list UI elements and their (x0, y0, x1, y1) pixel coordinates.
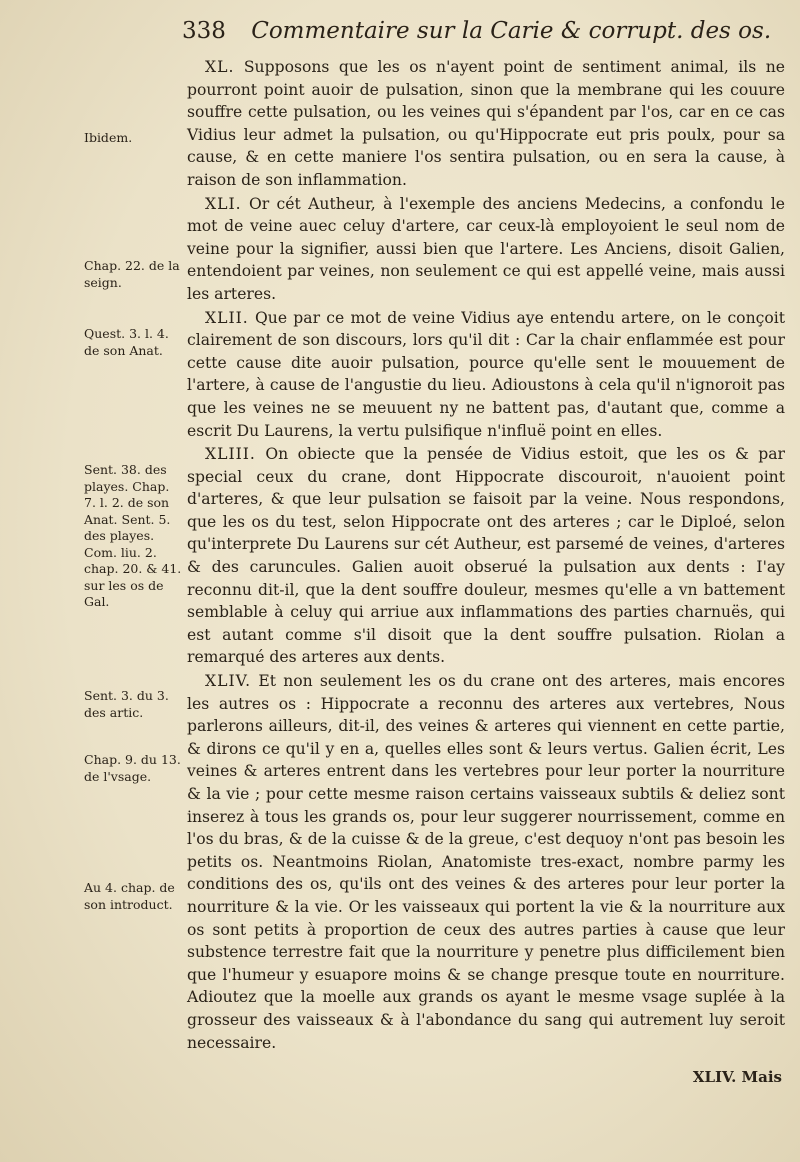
main-text (187, 56, 785, 1054)
paragraph (187, 670, 785, 1054)
running-title: Commentaire sur la Carie & corrupt. des os. (251, 18, 772, 44)
running-header (182, 18, 772, 54)
paragraph-text: On obiecte que la pensée de Vidius estoit, que les os & par special ceux du crane, dont Hippocrate discouroit, n'auoient point d'arteres, & que leur pulsation se faisoit par la veine. Nous respondons, que les os du test, selon Hippocrate ont des arteres ; car le Diploé, selon qu'interprete Du Laurens sur cét Autheur, est parsemé de veines, d'arteres & des caruncules. Galien auoit obserué la pulsation aux dents : I'ay reconnu dit-il, que la dent souffre douleur, mesmes qu'elle a vn battement semblable à celuy qui arriue aux inflammations des parties charnuës, qui est autant comme s'il disoit que la dent souffre pulsation. Riolan a remarqué des arteres aux dents. (187, 445, 785, 667)
side-note: Quest. 3. l. 4. de son Anat. (84, 326, 169, 358)
side-note: Ibidem. (84, 130, 133, 145)
paragraph-text: Et non seulement les os du crane ont des arteres, mais encores les autres os : Hippocrate a reconnu des arteres aux vertebres, Nous parlerons ailleurs, dit-il, des veines & arteres qui viennent en cette partie, & dirons ce qu'il y en a, quelles elles sont & leurs vertus. Galien écrit, Les veines & arteres entrent dans les vertebres pour leur porter la nourriture & la vie ; pour cette mesme raison certains vaisseaux subtils & deliez sont inserez à tous les grands os, pour leur suggerer nourrissement, comme en l'os du bras, & de la cuisse & de la greue, c'est dequoy n'ont pas besoin les petits os. Neantmoins Riolan, Anatomiste tres-exact, nombre parmy les conditions des os, qu'ils ont des veines & des arteres pour leur porter la nourriture & la vie. Or les vaisseaux qui portent la vie & la nourriture aux os sont petits à proportion de ceux des autres parties à cause que leur substence terrestre fait que la nourriture y penetre plus difficilement bien que l'humeur y esuapore moins & se change presque toute en nourriture. Adioutez que la moelle aux grands os ayant le mesme vsage suplée à la grosseur des vaisseaux & à l'abondance du sang qui autrement luy seroit necessaire. (187, 672, 785, 1052)
catchword: XLIV. Mais (692, 1068, 782, 1086)
page-number: 338 (182, 18, 226, 44)
paragraph-number: XLIII. (205, 445, 256, 464)
paragraph (187, 307, 785, 443)
paragraph (187, 56, 785, 192)
paragraph-text: Supposons que les os n'ayent point de sentiment animal, ils ne pourront point auoir de pulsation, sinon que la membrane qui les couure souffre cette pulsation, ou les veines qui s'épandent par l'os, car en ce cas Vidius leur admet la pulsation, ou qu'Hippocrate eut pris poulx, pour sa cause, & en cette maniere l'os sentira pulsation, ou en sera la cause, à raison de son inflammation. (187, 58, 785, 189)
paragraph-text: Or cét Autheur, à l'exemple des anciens Medecins, a confondu le mot de veine auec celuy d'artere, car ceux-là employoient le seul nom de veine pour la signifier, aussi bien que l'artere. Les Anciens, disoit Galien, entendoient par veines, non seulement ce qui est appellé veine, mais aussi les arteres. (187, 194, 785, 303)
paragraph-number: XLII. (205, 308, 249, 327)
side-note: Sent. 38. des playes. Chap. 7. l. 2. de son Anat. Sent. 5. des playes. Com. liu. 2. chap. 20. & 41. sur les os de Gal. (84, 462, 182, 609)
paragraph-number: XLI. (205, 194, 242, 213)
side-note: Chap. 22. de la seign. (84, 258, 180, 290)
side-note: Sent. 3. du 3. des artic. (84, 688, 169, 720)
paragraph-number: XL. (205, 58, 235, 76)
side-note: Chap. 9. du 13. de l'vsage. (84, 752, 181, 784)
paragraph-text: Que par ce mot de veine Vidius aye entendu artere, on le conçoit clairement de son discours, lors qu'il dit : Car la chair enflammée est pour cette cause dite auoir pulsation, pource qu'elle sent le mouuement de l'artere, à cause de l'angustie du lieu. Adioustons à cela qu'il n'ignoroit pas que les veines ne se meuuent ny ne battent pas, d'autant que, comme a escrit Du Laurens, la vertu pulsifique n'influë point en elles. (187, 308, 785, 440)
paragraph-number: XLIV. (205, 672, 252, 691)
paragraph (187, 443, 785, 669)
paragraph (187, 193, 785, 306)
side-note: Au 4. chap. de son introduct. (84, 880, 175, 912)
